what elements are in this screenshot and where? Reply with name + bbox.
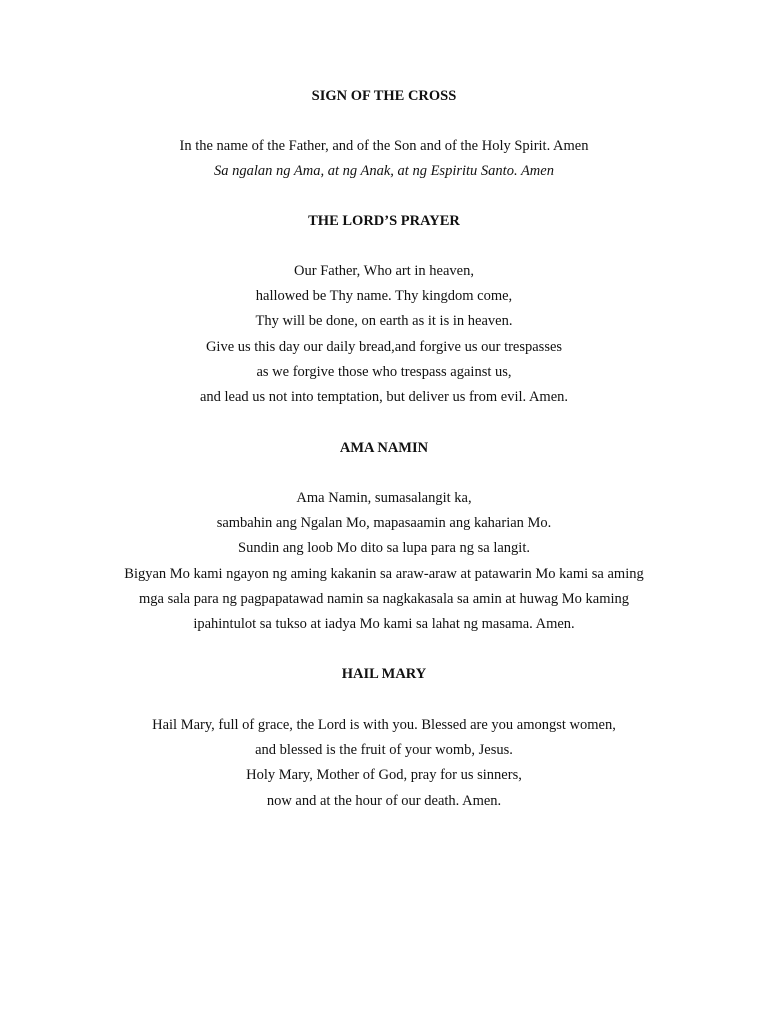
- section-heading: AMA NAMIN: [339, 440, 429, 456]
- prayer-line: now and at the hour of our death. Amen.: [266, 792, 502, 809]
- prayer-line: and lead us not into temptation, but deliver us from evil. Amen.: [199, 389, 569, 406]
- prayer-line: Our Father, Who art in heaven,: [294, 263, 474, 279]
- prayer-text: [0, 486, 768, 637]
- prayer-line: and blessed is the fruit of your womb, Jesus.: [255, 742, 513, 759]
- prayer-text: [0, 134, 768, 184]
- section-heading: THE LORD’S PRAYER: [308, 213, 460, 229]
- prayer-text: [0, 713, 768, 814]
- section-heading: HAIL MARY: [341, 666, 427, 682]
- prayer-line: Thy will be done, on earth as it is in heaven.: [255, 313, 513, 330]
- prayer-line: Hail Mary, full of grace, the Lord is with you. Blessed are you amongst women,: [152, 717, 616, 733]
- prayer-line: Sundin ang loob Mo dito sa lupa para ng sa langit.: [238, 540, 530, 557]
- prayer-line: Ama Namin, sumasalangit ka,: [296, 490, 472, 506]
- section-heading: SIGN OF THE CROSS: [311, 88, 457, 104]
- prayer-line: sambahin ang Ngalan Mo, mapasaamin ang kaharian Mo.: [216, 515, 552, 532]
- prayer-line: Holy Mary, Mother of God, pray for us sinners,: [246, 767, 522, 784]
- prayer-text: [0, 259, 768, 410]
- prayer-line: ipahintulot sa tukso at iadya Mo kami sa lahat ng masama. Amen.: [193, 616, 575, 633]
- prayer-line: In the name of the Father, and of the Son and of the Holy Spirit. Amen: [179, 138, 589, 154]
- prayer-line: Give us this day our daily bread,and forgive us our trespasses: [205, 338, 563, 355]
- prayer-line: Bigyan Mo kami ngayon ng aming kakanin sa araw-araw at patawarin Mo kami sa aming: [124, 565, 644, 582]
- prayer-line: as we forgive those who trespass against us,: [256, 363, 512, 380]
- prayer-line: hallowed be Thy name. Thy kingdom come,: [255, 288, 513, 305]
- prayer-line: mga sala para ng pagpapatawad namin sa nagkakasala sa amin at huwag Mo kaming: [138, 590, 629, 607]
- prayer-line-translation: Sa ngalan ng Ama, at ng Anak, at ng Espiritu Santo. Amen: [214, 163, 554, 180]
